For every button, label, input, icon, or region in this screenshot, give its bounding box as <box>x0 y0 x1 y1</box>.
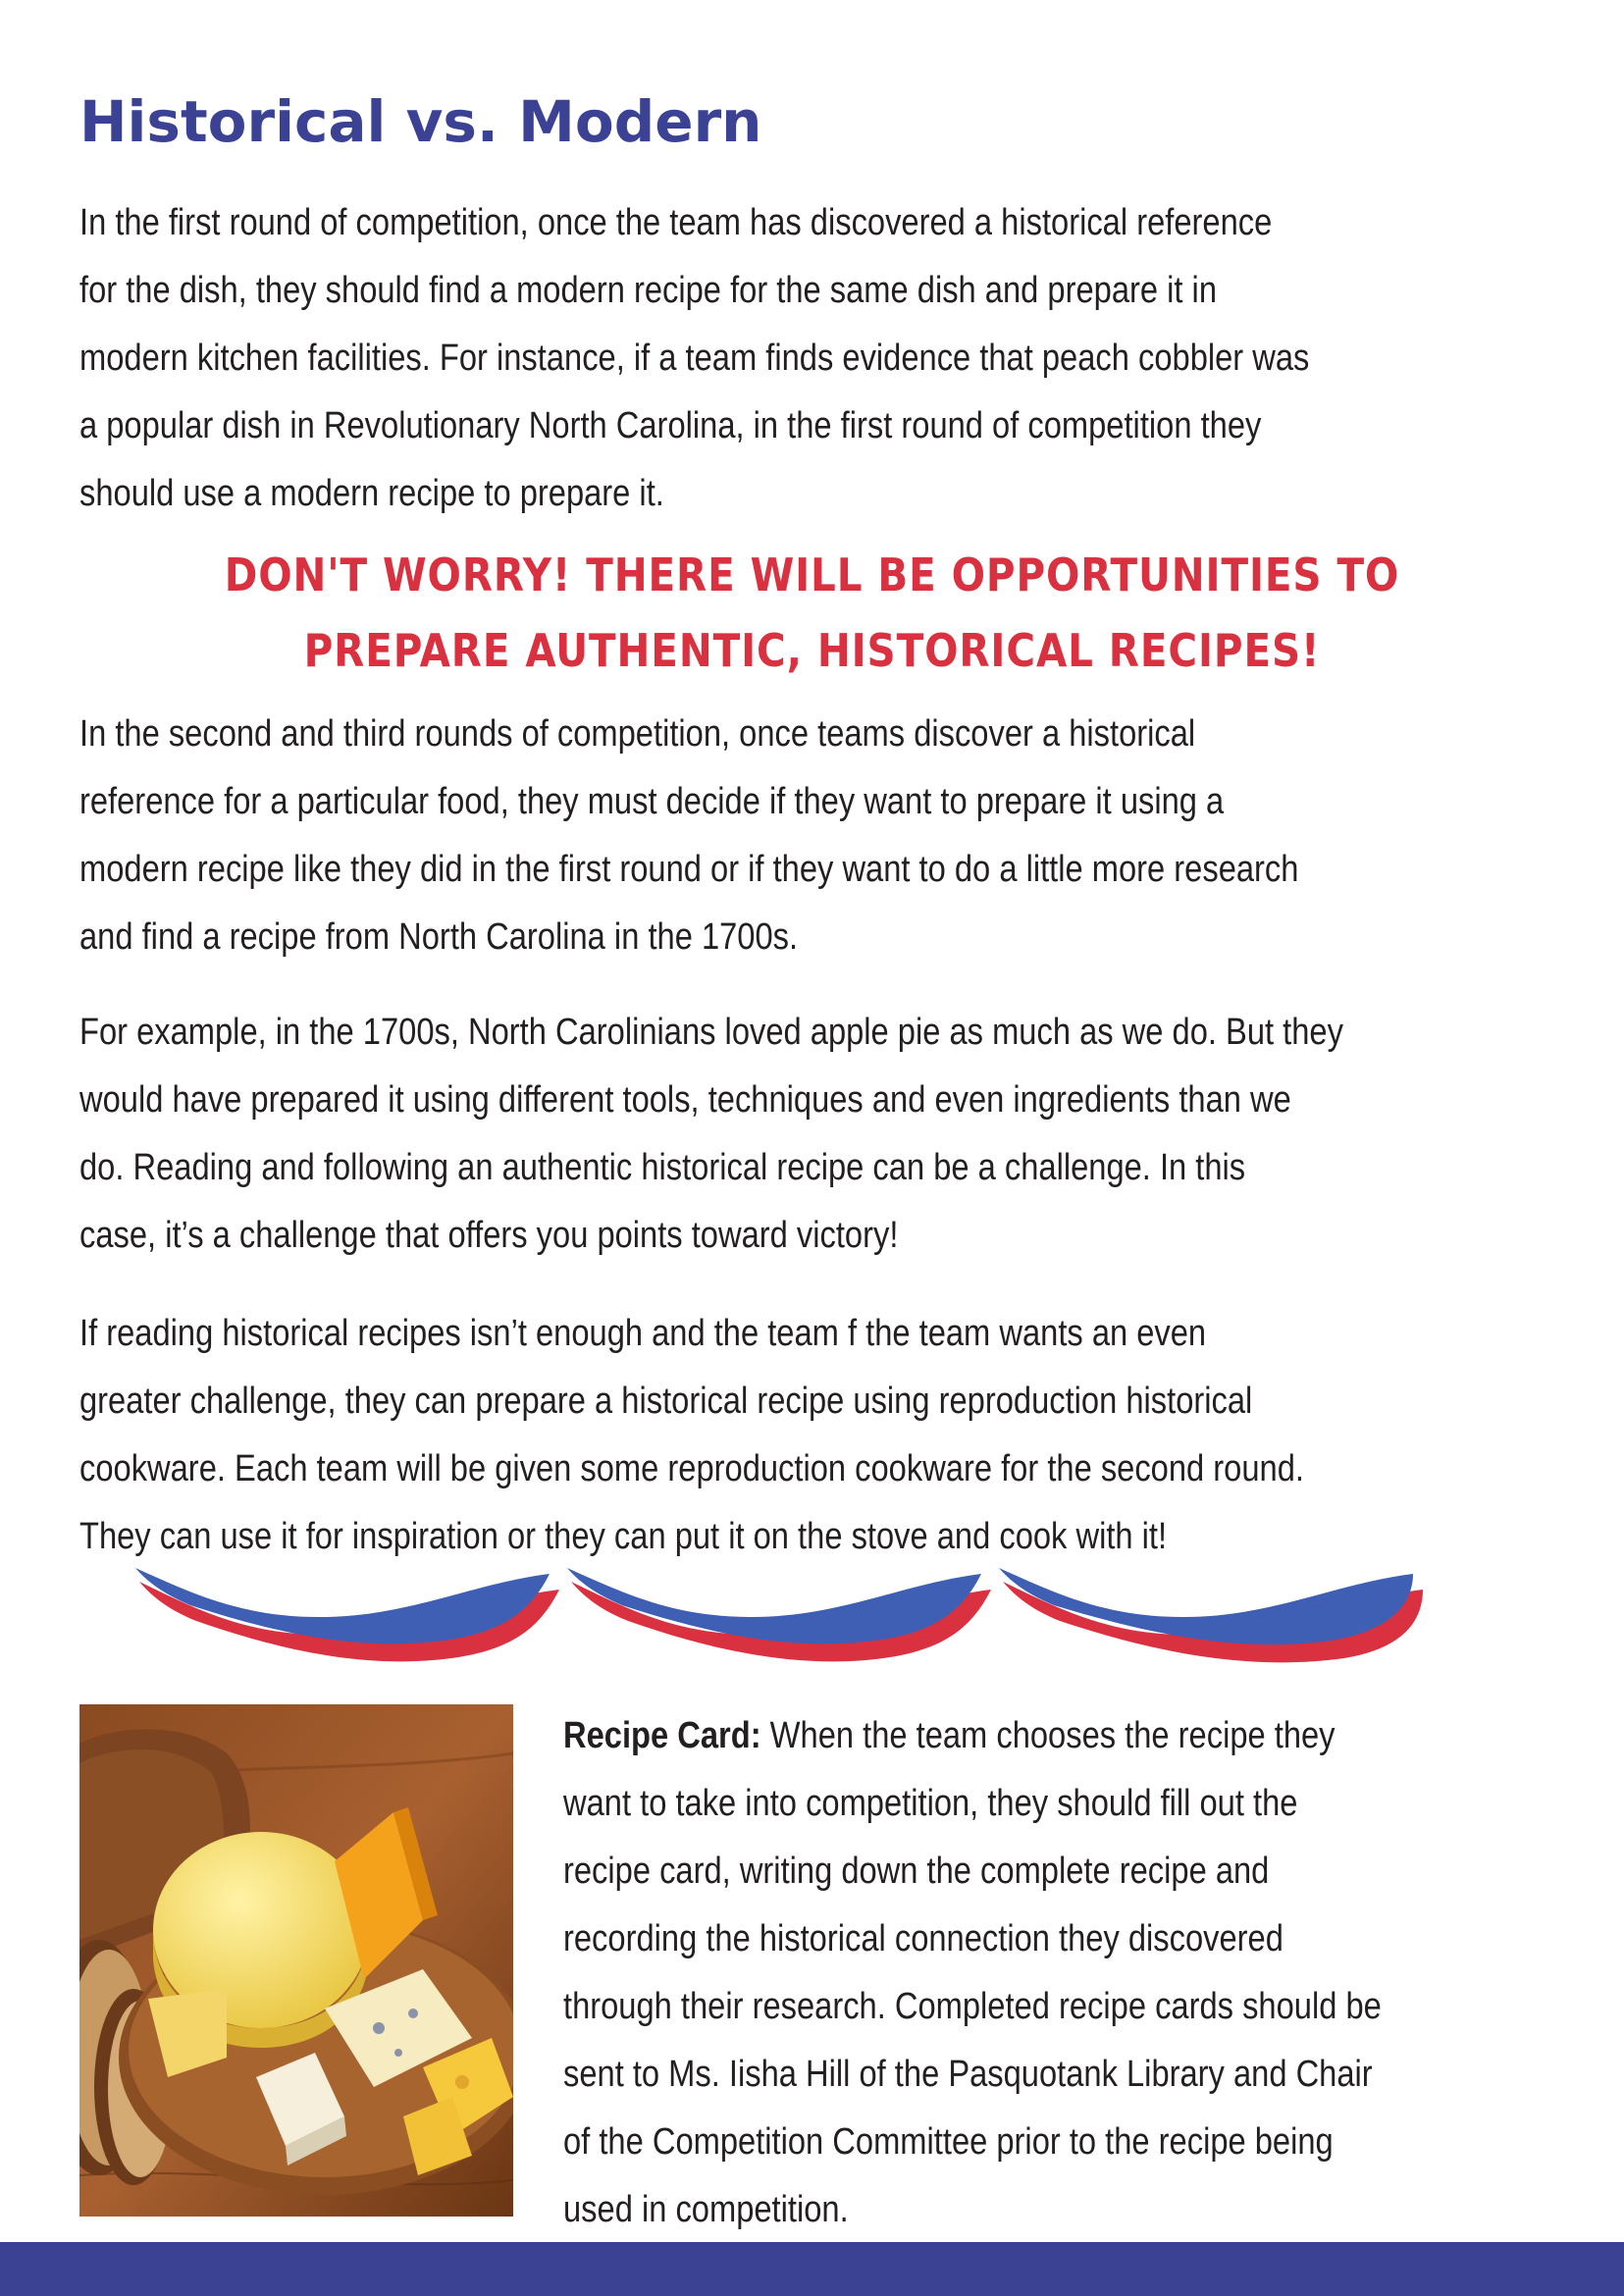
recipe-card-line: recording the historical connection they discovered <box>563 1918 1283 1959</box>
second-paragraph <box>79 701 1298 971</box>
paragraph-line: reference for a particular food, they must decide if they want to prepare it using a <box>79 781 1225 822</box>
paragraph-line: would have prepared it using different tools, techniques and even ingredients than we <box>79 1079 1291 1121</box>
recipe-card-first-line: When the team chooses the recipe they <box>760 1715 1336 1756</box>
intro-line: a popular dish in Revolutionary North Carolina, in the first round of competition they <box>79 405 1262 446</box>
page-heading: Historical vs. Modern <box>79 88 762 155</box>
paragraph-line: greater challenge, they can prepare a historical recipe using reproduction historical <box>79 1381 1253 1422</box>
recipe-card-line: sent to Ms. Iisha Hill of the Pasquotank Library and Chair <box>563 2054 1373 2095</box>
paragraph-line: For example, in the 1700s, North Carolinians loved apple pie as much as we do. But they <box>79 1012 1343 1053</box>
recipe-card-line: of the Competition Committee prior to the recipe being <box>563 2121 1334 2163</box>
paragraph-line: modern recipe like they did in the first round or if they want to do a little more research <box>79 849 1299 890</box>
wave-segment-2 <box>567 1568 991 1661</box>
recipe-card-line: used in competition. <box>563 2189 849 2230</box>
paragraph-line: In the second and third rounds of competition, once teams discover a historical <box>79 713 1196 755</box>
paragraph-line: do. Reading and following an authentic historical recipe can be a challenge. In this <box>79 1147 1246 1188</box>
recipe-card-lead: Recipe Card: <box>563 1715 761 1756</box>
paragraph-line: and find a recipe from North Carolina in the 1700s. <box>79 916 799 958</box>
paragraph-line: They can use it for inspiration or they can put it on the stove and cook with it! <box>79 1516 1168 1557</box>
callout-banner <box>0 538 1624 689</box>
callout-line: PREPARE AUTHENTIC, HISTORICAL RECIPES! <box>303 624 1321 677</box>
third-paragraph <box>79 999 1343 1270</box>
intro-paragraph <box>79 189 1309 528</box>
wave-segment-3 <box>999 1568 1423 1662</box>
cheese-board-icon <box>79 1704 513 2217</box>
intro-line: In the first round of competition, once the team has discovered a historical reference <box>79 202 1273 243</box>
wave-segment-1 <box>135 1568 559 1661</box>
recipe-card-line: through their research. Completed recipe cards should be <box>563 1986 1382 2027</box>
intro-line: modern kitchen facilities. For instance, if a team finds evidence that peach cobbler was <box>79 338 1310 379</box>
paragraph-line: cookware. Each team will be given some reproduction cookware for the second round. <box>79 1448 1304 1489</box>
wave-divider-icon <box>128 1560 1472 1663</box>
recipe-card-paragraph <box>563 1702 1382 2244</box>
recipe-card-line: want to take into competition, they should fill out the <box>563 1783 1298 1824</box>
paragraph-line: If reading historical recipes isn’t enough and the team f the team wants an even <box>79 1313 1207 1354</box>
bread-and-cheese-photo <box>79 1704 513 2217</box>
recipe-card-line: recipe card, writing down the complete recipe and <box>563 1851 1270 1892</box>
callout-line: DON'T WORRY! THERE WILL BE OPPORTUNITIES TO <box>224 548 1400 601</box>
intro-line: should use a modern recipe to prepare it. <box>79 473 664 514</box>
footer-bar <box>0 2242 1624 2296</box>
paragraph-line: case, it’s a challenge that offers you points toward victory! <box>79 1215 899 1256</box>
fourth-paragraph <box>79 1300 1304 1571</box>
intro-line: for the dish, they should find a modern recipe for the same dish and prepare it in <box>79 270 1217 311</box>
